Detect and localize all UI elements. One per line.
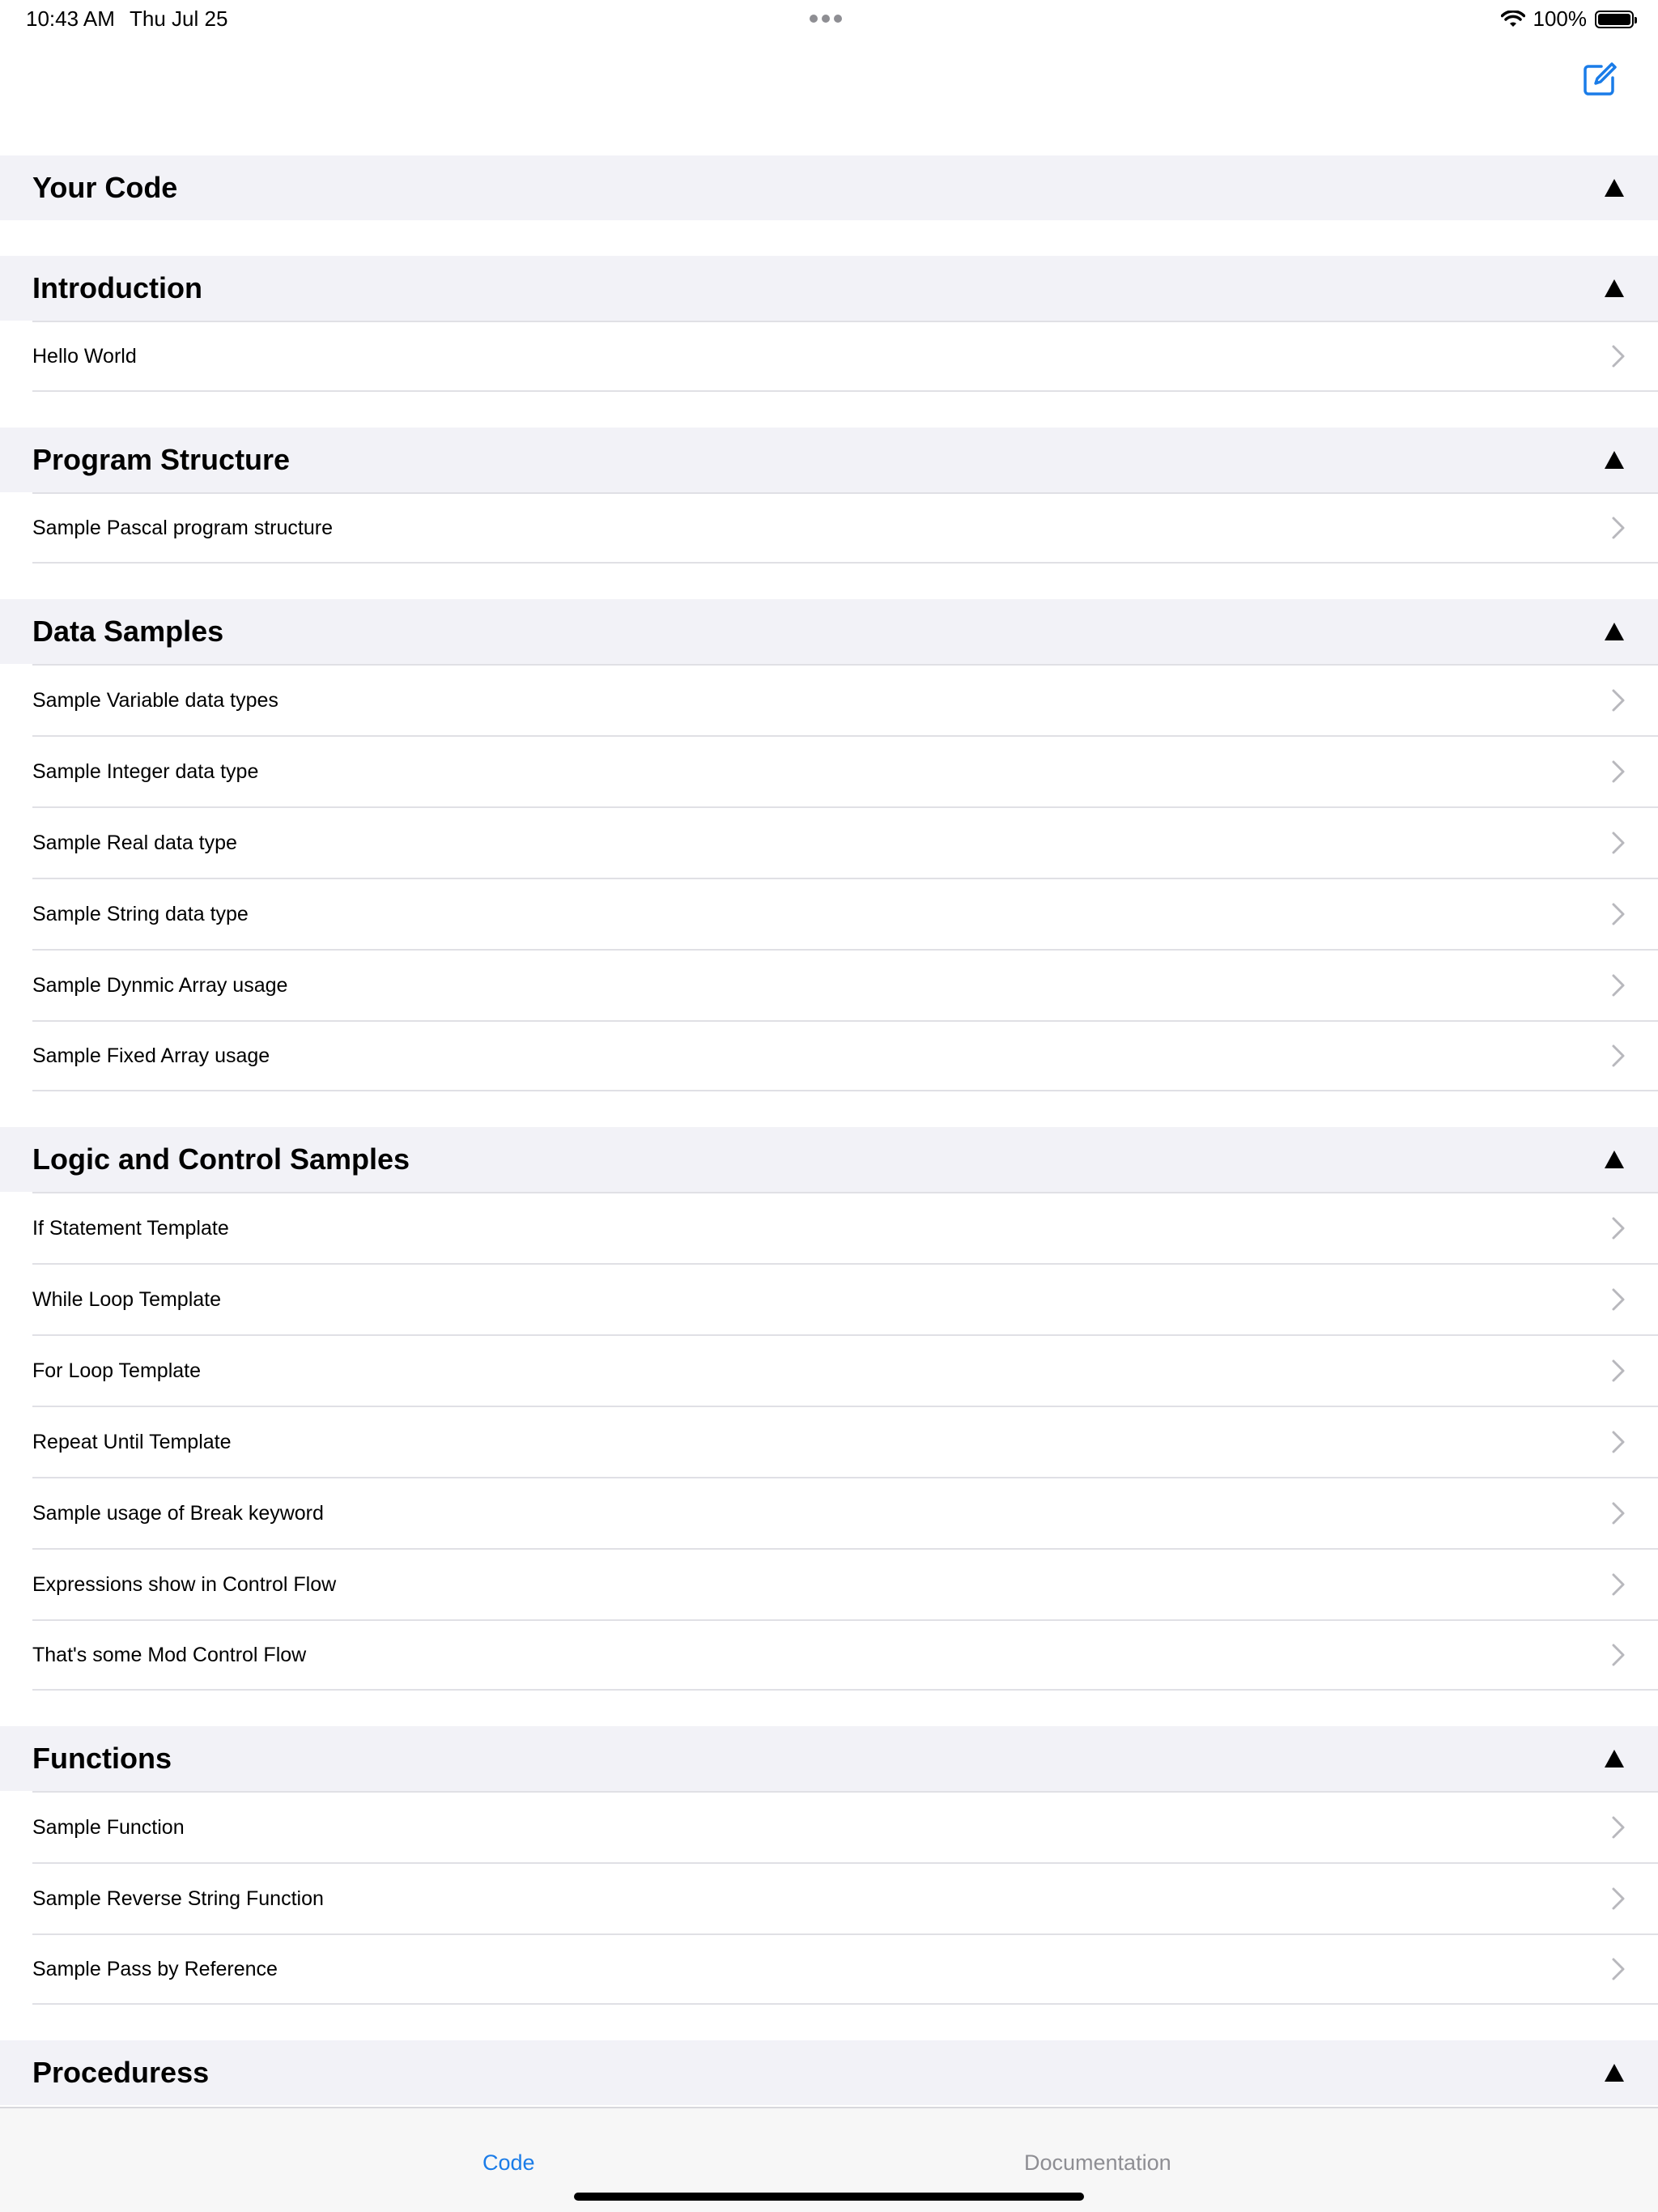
- list-item[interactable]: [32, 492, 1658, 564]
- section-header[interactable]: [0, 155, 1658, 220]
- list-item-label: While Loop Template: [32, 1287, 222, 1311]
- section-title: Functions: [32, 1742, 172, 1775]
- section-header[interactable]: [0, 1127, 1658, 1192]
- list-item-label: If Statement Template: [32, 1216, 229, 1240]
- list-item-label: Sample Function: [32, 1815, 185, 1839]
- sample-list: [0, 155, 1658, 2141]
- chevron-right-icon: [1611, 1216, 1626, 1240]
- chevron-right-icon: [1611, 1815, 1626, 1840]
- collapse-triangle-icon[interactable]: [1603, 1748, 1626, 1769]
- list-item-label: For Loop Template: [32, 1359, 201, 1382]
- chevron-right-icon: [1611, 1044, 1626, 1068]
- list-item-label: Hello World: [32, 344, 137, 368]
- section-header[interactable]: [0, 428, 1658, 492]
- list-item-label: Sample usage of Break keyword: [32, 1501, 324, 1525]
- chevron-right-icon: [1611, 344, 1626, 368]
- chevron-right-icon: [1611, 1287, 1626, 1312]
- collapse-triangle-icon[interactable]: [1603, 177, 1626, 198]
- collapse-triangle-icon[interactable]: [1603, 2062, 1626, 2083]
- list-item[interactable]: [32, 1619, 1658, 1691]
- list-item[interactable]: [32, 1933, 1658, 2005]
- list-item-label: Sample Variable data types: [32, 688, 278, 712]
- multitasking-dots-icon[interactable]: [810, 15, 842, 23]
- list-item-label: Sample Fixed Array usage: [32, 1044, 270, 1067]
- chevron-right-icon: [1611, 1643, 1626, 1667]
- list-item-label: Sample Real data type: [32, 831, 237, 854]
- chevron-right-icon: [1611, 1572, 1626, 1597]
- list-item[interactable]: [32, 949, 1658, 1020]
- list-item-label: Repeat Until Template: [32, 1430, 232, 1453]
- collapse-triangle-icon[interactable]: [1603, 621, 1626, 642]
- list-item[interactable]: [32, 806, 1658, 878]
- section-title: Proceduress: [32, 2056, 210, 2089]
- section-header[interactable]: [0, 1726, 1658, 1791]
- list-item[interactable]: [32, 735, 1658, 806]
- chevron-right-icon: [1611, 1957, 1626, 1981]
- chevron-right-icon: [1611, 688, 1626, 713]
- list-item-label: That's some Mod Control Flow: [32, 1643, 307, 1666]
- battery-percent: 100%: [1533, 6, 1587, 31]
- list-item[interactable]: [32, 1020, 1658, 1091]
- compose-icon[interactable]: [1580, 60, 1619, 99]
- list-item-label: Sample Integer data type: [32, 759, 259, 783]
- list-item[interactable]: [32, 321, 1658, 392]
- list-item[interactable]: [32, 1192, 1658, 1263]
- list-item-label: Sample Reverse String Function: [32, 1887, 324, 1910]
- status-date: Thu Jul 25: [130, 6, 228, 31]
- list-item[interactable]: [32, 878, 1658, 949]
- chevron-right-icon: [1611, 1359, 1626, 1383]
- list-item-label: Expressions show in Control Flow: [32, 1572, 337, 1596]
- chevron-right-icon: [1611, 1501, 1626, 1525]
- section: [0, 2040, 1658, 2105]
- chevron-right-icon: [1611, 1430, 1626, 1454]
- section-title: Data Samples: [32, 615, 224, 648]
- list-item[interactable]: [32, 1477, 1658, 1548]
- chevron-right-icon: [1611, 1887, 1626, 1911]
- section-header[interactable]: [0, 2040, 1658, 2105]
- list-item[interactable]: [32, 1791, 1658, 1862]
- collapse-triangle-icon[interactable]: [1603, 1149, 1626, 1170]
- list-item[interactable]: [32, 1334, 1658, 1406]
- section-header[interactable]: [0, 256, 1658, 321]
- section: [0, 1127, 1658, 1691]
- section-title: Introduction: [32, 271, 202, 304]
- list-item[interactable]: [32, 1862, 1658, 1933]
- section: [0, 1726, 1658, 2005]
- status-bar: [0, 0, 1658, 39]
- list-item[interactable]: [32, 1406, 1658, 1477]
- collapse-triangle-icon[interactable]: [1603, 449, 1626, 470]
- battery-icon: [1595, 11, 1634, 28]
- status-time: 10:43 AM: [26, 6, 115, 31]
- chevron-right-icon: [1611, 902, 1626, 926]
- list-item-label: Sample Pass by Reference: [32, 1957, 278, 1980]
- section-title: Program Structure: [32, 443, 291, 476]
- list-item[interactable]: [32, 664, 1658, 735]
- chevron-right-icon: [1611, 516, 1626, 540]
- section: [0, 599, 1658, 1091]
- list-item-label: Sample Dynmic Array usage: [32, 973, 288, 997]
- chevron-right-icon: [1611, 831, 1626, 855]
- chevron-right-icon: [1611, 973, 1626, 998]
- list-item-label: Sample Pascal program structure: [32, 516, 333, 539]
- tab-documentation[interactable]: Documentation: [1024, 2150, 1171, 2175]
- wifi-icon: [1501, 11, 1525, 28]
- list-item[interactable]: [32, 1548, 1658, 1619]
- chevron-right-icon: [1611, 759, 1626, 784]
- tab-bar: [0, 2107, 1658, 2212]
- home-indicator[interactable]: [574, 2193, 1084, 2201]
- section-title: Logic and Control Samples: [32, 1142, 410, 1176]
- status-right: [1501, 6, 1635, 32]
- section: [0, 256, 1658, 392]
- section-title: Your Code: [32, 171, 178, 204]
- list-item[interactable]: [32, 1263, 1658, 1334]
- section: [0, 428, 1658, 564]
- section-header[interactable]: [0, 599, 1658, 664]
- tab-code[interactable]: Code: [483, 2150, 535, 2175]
- list-item-label: Sample String data type: [32, 902, 249, 925]
- collapse-triangle-icon[interactable]: [1603, 278, 1626, 299]
- section: [0, 155, 1658, 220]
